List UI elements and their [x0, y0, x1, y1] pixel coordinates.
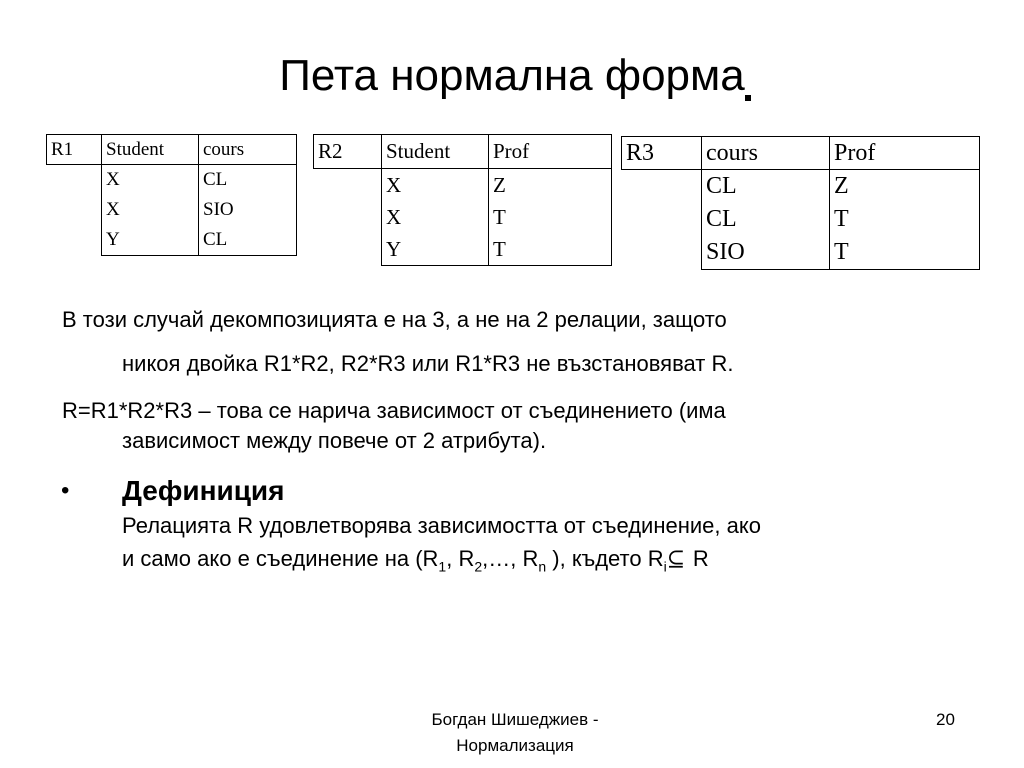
table-cell: T — [830, 236, 980, 270]
definition-line: Релацията R удовлетворява зависимостта от съединение, ако — [122, 513, 761, 538]
footer — [380, 707, 650, 759]
title-dot-mark — [745, 95, 751, 101]
subscript: 2 — [474, 558, 483, 575]
table-cell: Z — [830, 170, 980, 204]
table-cell: CL — [199, 165, 297, 196]
slide-title: Пета нормална форма — [279, 51, 745, 100]
table-row — [47, 225, 297, 256]
paragraph-line: никоя двойка R1*R2, R2*R3 или R1*R3 не възстановяват R. — [122, 351, 734, 376]
table-row — [622, 170, 980, 204]
table-cell: Z — [489, 169, 612, 202]
table-cell: Y — [102, 225, 199, 256]
subset-symbol: ⊆ — [666, 546, 686, 571]
table-cell: T — [489, 233, 612, 266]
formula-text: R — [686, 546, 709, 571]
table-name: R3 — [622, 137, 702, 170]
paragraph-line: зависимост между повече от 2 атрибута). — [122, 428, 547, 453]
footer-author: Богдан Шишеджиев - — [431, 710, 599, 729]
definition-heading: Дефиниция — [122, 475, 285, 506]
table-cell: SIO — [702, 236, 830, 270]
formula-text: и само ако е съединение на (R — [122, 546, 439, 571]
table-name: R2 — [314, 135, 382, 169]
table-cell: X — [382, 169, 489, 202]
table-name: R1 — [47, 135, 102, 165]
footer-topic: Нормализация — [456, 736, 574, 755]
table-cell: CL — [199, 225, 297, 256]
table-cell: CL — [702, 203, 830, 236]
table-row — [622, 203, 980, 236]
table-cell: T — [830, 203, 980, 236]
column-header: cours — [702, 137, 830, 170]
relation-table-r3 — [621, 136, 980, 270]
column-header: Student — [382, 135, 489, 169]
paragraph-line: В този случай декомпозицията е на 3, а не на 2 релации, защото — [62, 307, 727, 332]
page-number: 20 — [936, 710, 955, 729]
paragraph-line: R=R1*R2*R3 – това се нарича зависимост от съединението (има — [62, 398, 726, 423]
column-header: cours — [199, 135, 297, 165]
table-row — [314, 233, 612, 266]
table-cell: T — [489, 201, 612, 233]
column-header: Prof — [830, 137, 980, 170]
subscript: n — [538, 558, 547, 575]
table-cell: X — [102, 195, 199, 225]
table-cell: X — [382, 201, 489, 233]
formula-text: ,…, R — [482, 546, 539, 571]
table-row — [622, 236, 980, 270]
table-row — [47, 195, 297, 225]
table-cell: SIO — [199, 195, 297, 225]
formula-text: ), където R — [546, 546, 664, 571]
column-header: Prof — [489, 135, 612, 169]
relation-table-r2 — [313, 134, 612, 266]
subscript: i — [663, 558, 667, 575]
definition-line — [122, 544, 709, 574]
table-row — [47, 165, 297, 196]
subscript: 1 — [438, 558, 447, 575]
formula-text: , R — [446, 546, 475, 571]
table-row — [314, 169, 612, 202]
bullet-marker: • — [61, 477, 70, 504]
table-row — [314, 201, 612, 233]
table-cell: CL — [702, 170, 830, 204]
table-cell: Y — [382, 233, 489, 266]
relation-table-r1 — [46, 134, 297, 256]
table-cell: X — [102, 165, 199, 196]
column-header: Student — [102, 135, 199, 165]
